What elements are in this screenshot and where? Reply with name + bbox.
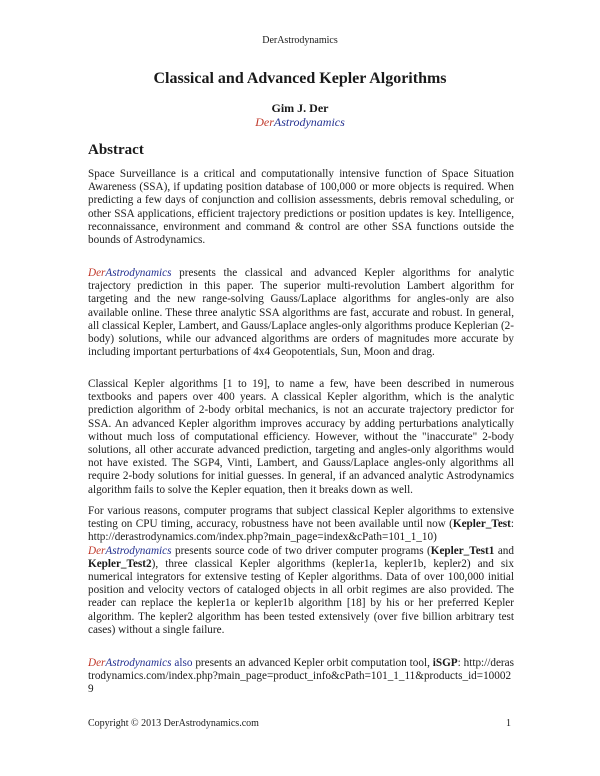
paragraph-2-text: presents the classical and advanced Kepler algorithms for analytic trajectory prediction in this paper. The superior multi-revolution Lambert algorithm for targeting and the new range-solving Gauss/Laplace algorithms for angles-only are also available online. These three analytic SSA algorithms are fast, accurate and robust. In general, all classical Kepler, Lambert, and Gauss/Laplace angles-only algorithms produce Keplerian (2-body) solutions, while our advanced algorithms are orders of magnitudes more accurate by including important perturbations of 4x4 Geopotentials, Sun, Moon and drag. (88, 267, 514, 359)
abstract-paragraph-1: Space Surveillance is a critical and computationally intensive function of Space Situation Awareness (SSA), if updating position database of 100,000 or more objects is required. When predicting a few days of conjunction and collision assessments, debris removal scheduling, or other SSA applications, efficient trajectory predictions or position updates is key. Intelligence, reconnaissance, environment and command & control are other SSA functions outside the bounds of Astrodynamics. (88, 168, 514, 247)
brand-der: Der (88, 657, 106, 669)
abstract-heading: Abstract (88, 142, 144, 158)
brand-astrodynamics: Astrodynamics (105, 657, 172, 669)
affiliation-der: Der (255, 115, 274, 129)
abstract-paragraph-3: Classical Kepler algorithms [1 to 19], to name a few, have been described in numerous textbooks and papers over 400 years. A classical Kepler algorithm, which is the analytic prediction algorithm of 2-body orbital mechanics, is not an accurate trajectory predictor for SSA. An advanced Kepler algorithm improves accuracy by adding perturbations analytically without much loss of computational efficiency. However, without the "inaccurate" 2-body solutions, all other accurate advanced prediction, targeting and angles-only algorithms would not have existed. The SGP4, Vinti, Lambert, and Gauss/Laplace angles-only algorithms all require 2-body solutions for initial guesses. In general, if an advanced analytic Astrodynamics algorithm fails to solve the Kepler equation, then it breaks down as well. (88, 378, 514, 496)
abstract-paragraph-4 (88, 505, 514, 637)
kepler-test-label: Kepler_Test (452, 518, 511, 531)
abstract-paragraph-2 (88, 267, 514, 359)
paper-title: Classical and Advanced Kepler Algorithms (153, 70, 447, 87)
brand-der: Der (88, 267, 106, 279)
brand-astrodynamics: Astrodynamics (105, 544, 172, 557)
page-number: 1 (506, 718, 511, 729)
paragraph-4-and: and (494, 544, 514, 557)
paragraph-5-text: presents an advanced Kepler orbit computation tool, (192, 657, 433, 669)
brand-der: Der (88, 544, 106, 557)
kepler-test2-label: Kepler_Test2 (88, 557, 152, 570)
paragraph-4-intro: For various reasons, computer programs that subject classical Kepler algorithms to extensive testing on CPU timing, accuracy, robustness have not been available until now ( (88, 505, 514, 531)
affiliation-astrodynamics: Astrodynamics (273, 115, 345, 129)
paragraph-4-text-a: presents source code of two driver computer programs ( (171, 544, 431, 557)
kepler-test1-label: Kepler_Test1 (430, 544, 495, 557)
paragraph-4-text-b: ), three classical Kepler algorithms (kepler1a, kepler1b, kepler2) and six numerical integrators for extensive testing of Kepler algorithms. Data of over 100,000 initial position and velocity vectors of cataloged objects in all orbit regimes are also provided. The reader can replace the kepler1a or kepler1b algorithm [18] by his or her preferred Kepler algorithm. The kepler2 algorithm has been tested extensively (over five billion arbitrary test cases) without a single failure. (88, 557, 514, 636)
isgp-link[interactable]: : http://derastrodynamics.com/index.php?main_page=product_info&cPath=101_1_11&products_id=100029 (88, 657, 514, 696)
running-header: DerAstrodynamics (262, 35, 338, 46)
kepler-test-link[interactable]: : http://derastrodynamics.com/index.php?main_page=index&cPath=101_1_10) (88, 518, 514, 544)
footer-copyright: Copyright © 2013 DerAstrodynamics.com (88, 718, 259, 729)
author-name: Gim J. Der (271, 101, 329, 115)
brand-astrodynamics: Astrodynamics (105, 267, 172, 279)
abstract-paragraph-5 (88, 657, 514, 697)
author-affiliation (0, 115, 600, 130)
brand-also: also (171, 657, 193, 669)
isgp-label: iSGP (432, 657, 458, 669)
